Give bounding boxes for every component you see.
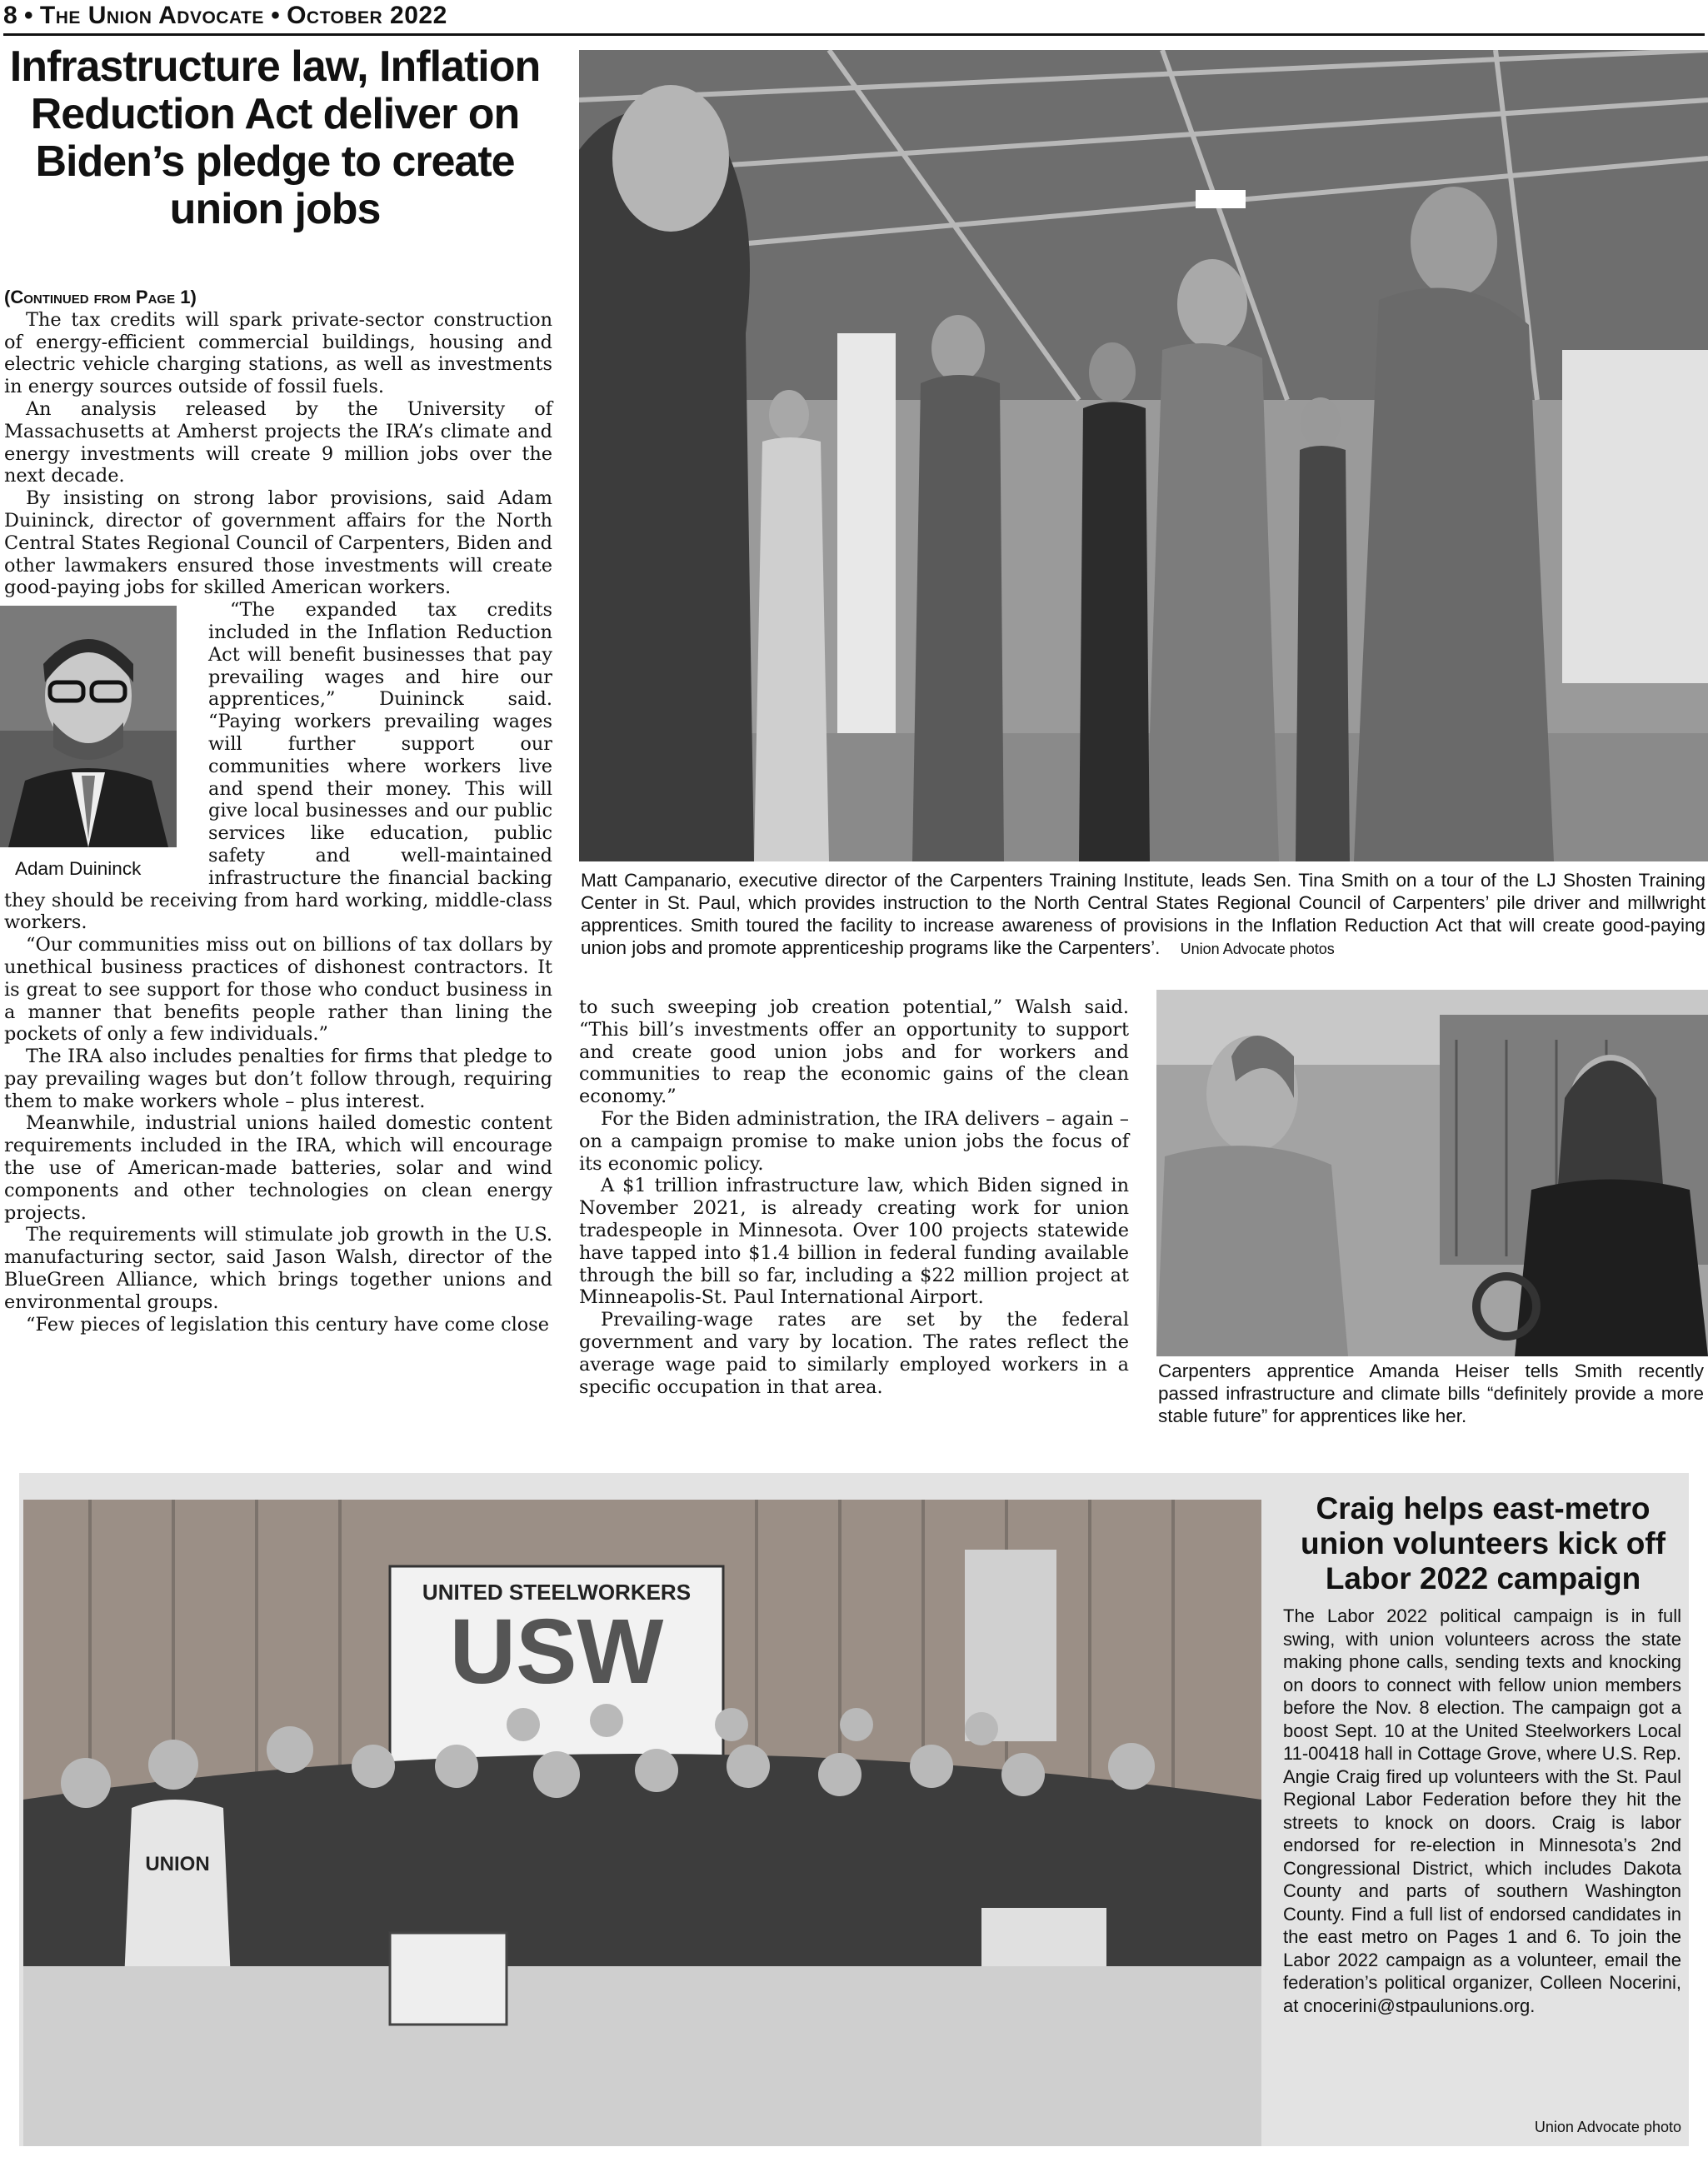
issue-date: October 2022 (287, 2, 447, 29)
article-column-1 (4, 287, 552, 1336)
apprentice-photo-illustration (1156, 990, 1708, 1356)
paragraph: Meanwhile, industrial unions hailed domestic content requirements included in the IRA, which will encourage the use of American-made batteries, solar and wind components and other technologies on clean energy projects. (4, 1112, 552, 1224)
main-photo-credit: Union Advocate photos (1180, 941, 1335, 957)
paragraph: The requirements will stimulate job growth in the U.S. manufacturing sector, said Jason Walsh, director of the BlueGreen Alliance, which brings together unions and environmental groups. (4, 1224, 552, 1313)
continued-from-label: (Continued from Page 1) (4, 287, 197, 307)
paragraph: to such sweeping job creation potential,” Walsh said. “This bill’s investments offer an opportunity to support and create good union jobs and for workers and communities to reap the economic gains of the clean economy.” (579, 996, 1129, 1108)
paragraph: An analysis released by the University of Massachusetts at Amherst projects the IRA’s climate and energy investments will create 9 million jobs over the next decade. (4, 397, 552, 487)
second-photo (1156, 990, 1708, 1356)
paragraph: “The expanded tax credits included in the Inflation Reduction Act will benefit businesses that pay prevailing wages and hire our apprentices,” Duininck said. “Paying workers prevailing wages will further support our communities where workers live and spend their money. This will give local businesses and our public services like education, public safety and well-maintained infrastructure the financial backing they should be receiving from hard working, middle-class workers. (4, 599, 552, 934)
banner-title: UNITED STEELWORKERS (422, 1580, 692, 1605)
headshot-caption: Adam Duininck (15, 858, 142, 880)
paragraph: The IRA also includes penalties for firms that pledge to pay prevailing wages but don’t follow through, requiring them to make workers whole – plus interest. (4, 1046, 552, 1112)
main-photo (579, 50, 1708, 861)
article-headline: Infrastructure law, Inflation Reduction Act deliver on Biden’s pledge to create union jobs (9, 42, 541, 233)
paragraph: Prevailing-wage rates are set by the federal government and vary by location. The rates reflect the average wage paid to similarly employed workers in a specific occupation in that area. (579, 1309, 1129, 1398)
running-head (3, 0, 1705, 36)
paragraph: The tax credits will spark private-sector construction of energy-efficient commercial buildings, housing and electric vehicle charging stations, as well as investments in energy sources outside of fossil fuels. (4, 308, 552, 398)
tour-photo-illustration (579, 50, 1708, 861)
paragraph: A $1 trillion infrastructure law, which Biden signed in November 2021, is already creating work for union tradespeople in Minnesota. Over 100 projects statewide have tapped into $1.4 billion in federal funding available through the bill so far, including a $22 million project at Minneapolis-St. Paul International Airport. (579, 1175, 1129, 1309)
group-photo (23, 1500, 1261, 2146)
volunteers-photo-illustration (23, 1500, 1261, 2146)
paragraph: By insisting on strong labor provisions, said Adam Duininck, director of government affairs for the North Central States Regional Council of Carpenters, Biden and other lawmakers ensured those investments will create good-paying jobs for skilled American workers. (4, 487, 552, 599)
article-column-2 (579, 996, 1129, 1398)
shirt-text: UNION (145, 1853, 210, 1875)
headshot-illustration (0, 606, 177, 847)
publication-name: The Union Advocate (39, 2, 264, 29)
page-number: 8 (3, 2, 17, 29)
banner-logo: USW (449, 1600, 664, 1703)
sidebar-photo-credit: Union Advocate photo (1534, 2119, 1681, 2135)
main-photo-caption-text: Matt Campanario, executive director of the Carpenters Training Institute, leads Sen. Tina Smith on a tour of the LJ Shosten Training Center in St. Paul, which provides instruction to the North Central States Regional Council of Carpenters’ pile driver and millwright apprentices. Smith toured the facility to increase awareness of provisions in the Inflation Reduction Act that will create good-paying union jobs and promote apprenticeship programs like the Carpenters’. (581, 870, 1706, 958)
sidebar-body: The Labor 2022 political campaign is in full swing, with union volunteers across the state making phone calls, sending texts and knocking on doors to connect with fellow union members before the Nov. 8 election. The campaign got a boost Sept. 10 at the United Steelworkers Local 11-00418 hall in Cottage Grove, where U.S. Rep. Angie Craig fired up volunteers with the St. Paul Regional Labor Federation before they hit the streets to knock on doors. Craig is labor endorsed for re-election in Minnesota’s 2nd Congressional District, which includes Dakota County and parts of southern Washington County. Find a full list of endorsed candidates in the east metro on Pages 1 and 6. To join the Labor 2022 campaign as a volunteer, email the federation’s political organizer, Colleen Nocerini, at cnocerini@stpaulunions.org. (1283, 1605, 1681, 2016)
headshot-photo (0, 606, 177, 847)
paragraph: “Few pieces of legislation this century have come close (26, 1313, 550, 1336)
sidebar-headline: Craig helps east-metro union volunteers kick off Labor 2022 campaign (1301, 1491, 1666, 1595)
paragraph: “Our communities miss out on billions of tax dollars by unethical business practices of dishonest contractors. It is great to see support for those who conduct business in a manner that benefits people rather than lining the pockets of only a few individuals.” (4, 934, 552, 1046)
second-photo-caption: Carpenters apprentice Amanda Heiser tells Smith recently passed infrastructure and climate bills “definitely provide a more stable future” for apprentices like her. (1158, 1361, 1704, 1426)
separator: • (271, 2, 280, 29)
paragraph: For the Biden administration, the IRA delivers – again – on a campaign promise to make union jobs the focus of its economic policy. (579, 1107, 1129, 1175)
separator: • (24, 2, 33, 29)
headshot-wrap (0, 606, 197, 882)
main-photo-caption (581, 869, 1706, 961)
